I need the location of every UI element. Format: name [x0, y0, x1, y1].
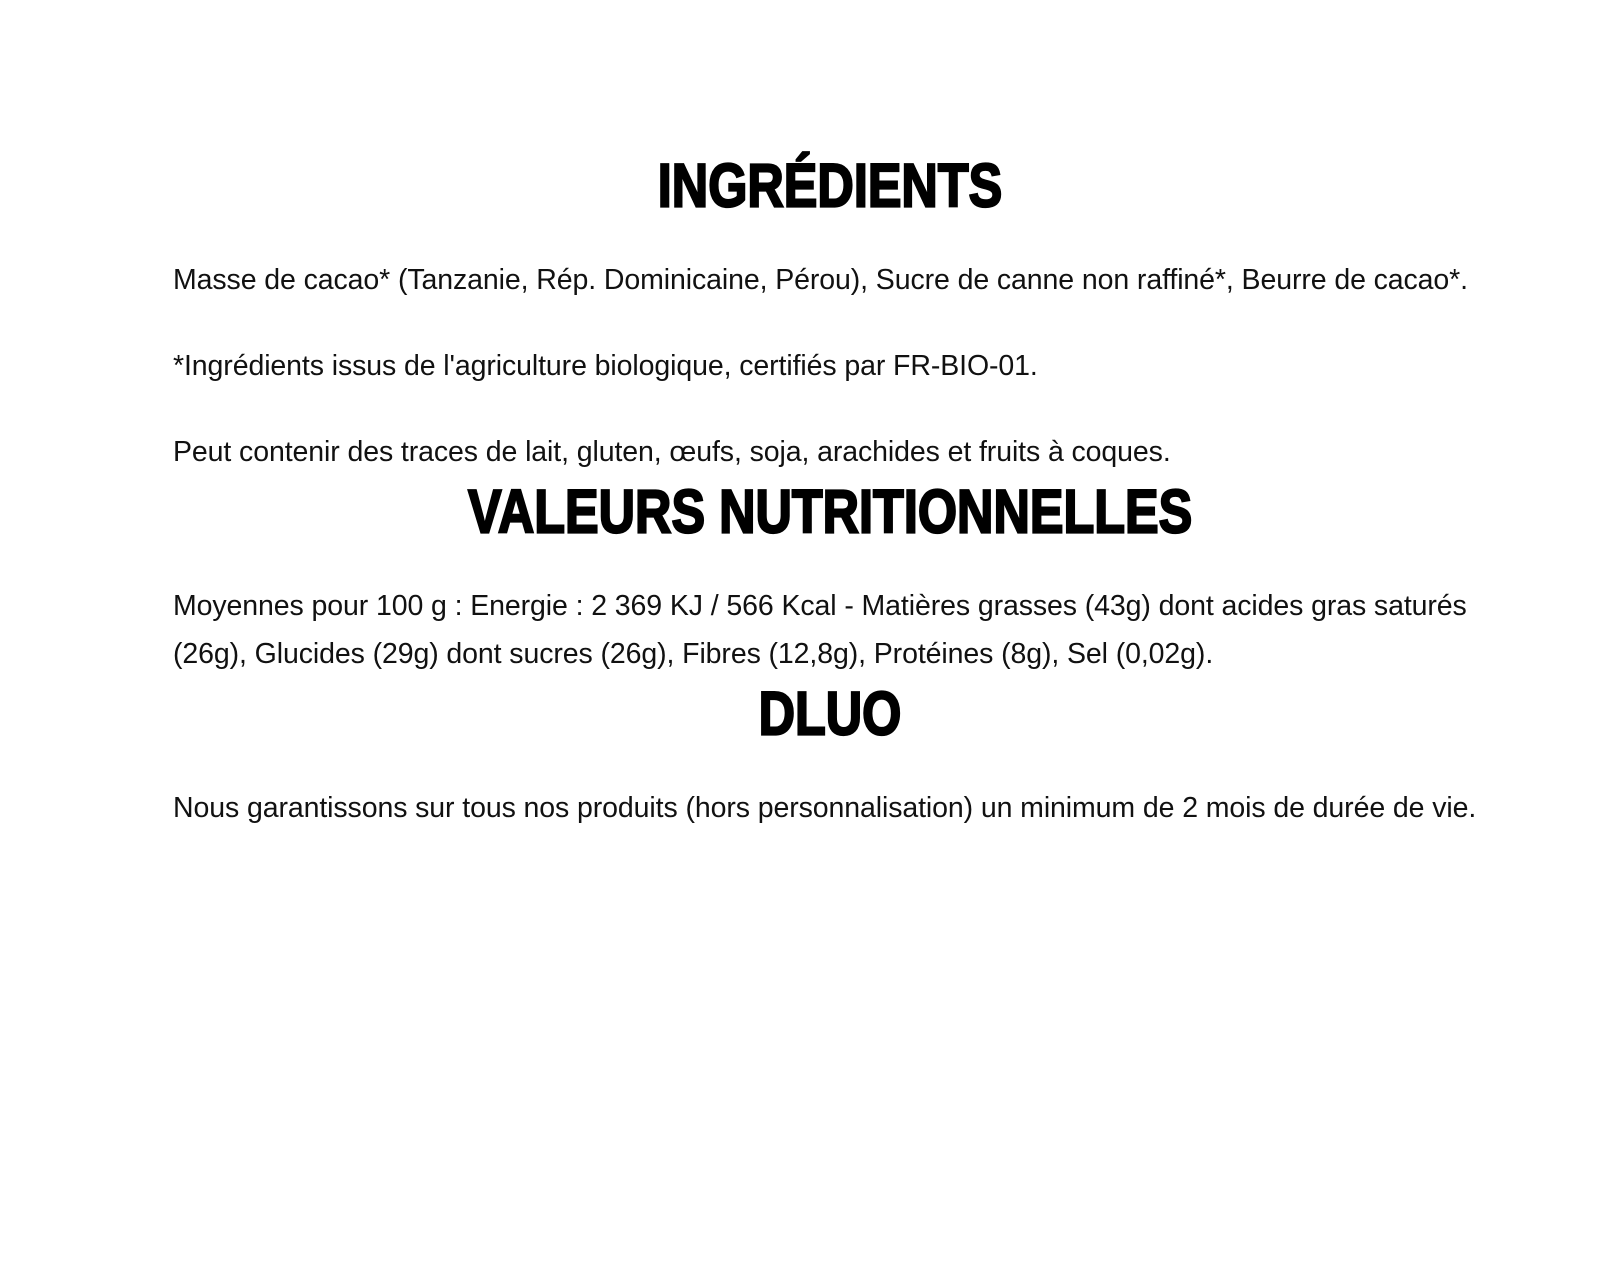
ingredients-composition-text: Masse de cacao* (Tanzanie, Rép. Dominicaine, Pérou), Sucre de canne non raffiné*, Beurre de cacao*. — [173, 264, 1468, 296]
ingredients-allergen-traces-note: Peut contenir des traces de lait, gluten, œufs, soja, arachides et fruits à coques. — [173, 436, 1171, 468]
dluo-guarantee-text: Nous garantissons sur tous nos produits (hors personnalisation) un minimum de 2 mois de durée de vie. — [173, 792, 1477, 824]
nutrition-values-text: Moyennes pour 100 g : Energie : 2 369 KJ / 566 Kcal - Matières grasses (43g) dont acides gras saturés (26g), Glucides (29g) dont sucres (26g), Fibres (12,8g), Protéines (8g), Sel (0,02g). — [173, 590, 1467, 670]
dluo-heading — [173, 678, 1487, 750]
dluo-heading-text: DLUO — [758, 679, 902, 748]
ingredients-heading — [173, 150, 1487, 222]
section-ingredients — [173, 150, 1487, 476]
section-dluo — [173, 678, 1487, 832]
product-info-page — [173, 0, 1487, 832]
nutrition-heading — [173, 476, 1487, 548]
ingredients-organic-certification-note: *Ingrédients issus de l'agriculture biologique, certifiés par FR-BIO-01. — [173, 350, 1038, 382]
section-nutrition — [173, 476, 1487, 678]
ingredients-heading-text: INGRÉDIENTS — [657, 151, 1003, 220]
nutrition-heading-text: VALEURS NUTRITIONNELLES — [467, 477, 1193, 546]
